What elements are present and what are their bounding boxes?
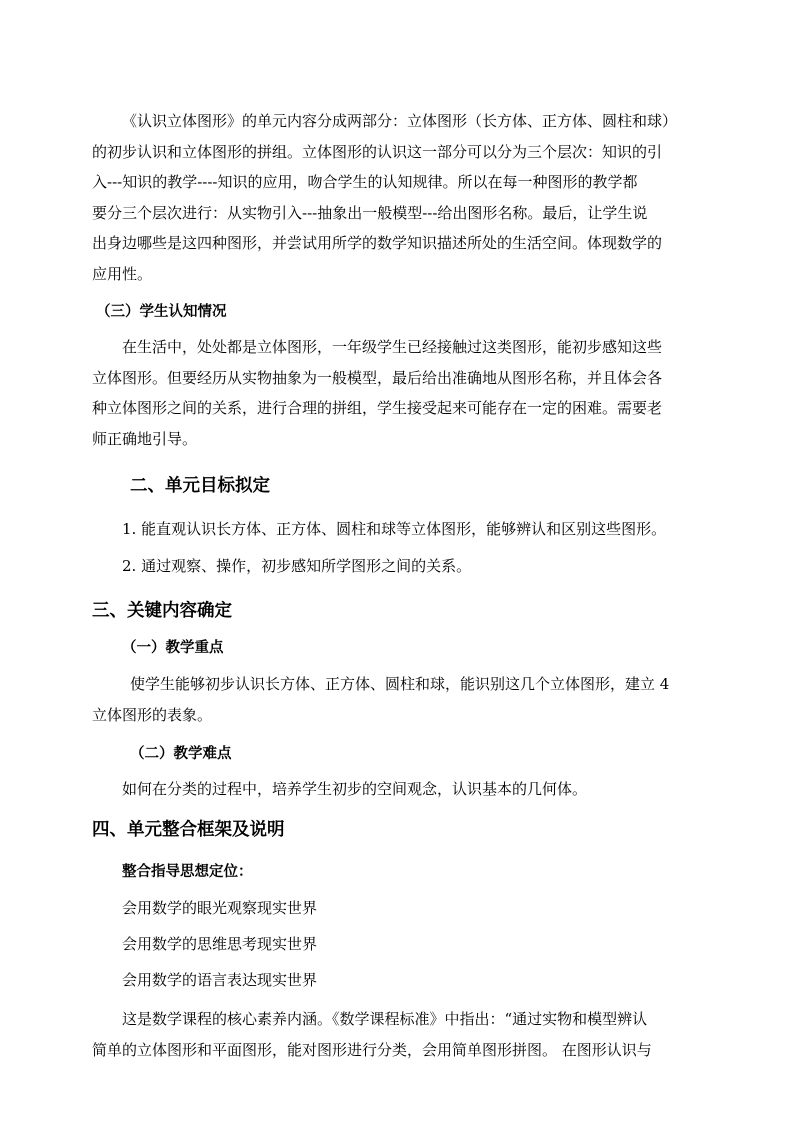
text-line: 出身边哪些是这四种图形，并尝试用所学的数学知识描述所处的生活空间。体现数学的 <box>92 234 663 252</box>
text-line: 种立体图形之间的关系，进行合理的拼组，学生接受起来可能存在一定的困难。需要老 <box>92 399 663 417</box>
teaching-focus-paragraph <box>92 669 712 730</box>
goal-item-1: 1. 能直观认识长方体、正方体、圆柱和球等立体图形，能够辨认和区别这些图形。 <box>122 520 667 538</box>
text-line: 立体图形。但要经历从实物抽象为一般模型，最后给出准确地从图形名称，并且体会各 <box>92 368 663 387</box>
goal-item-2: 2. 通过观察、操作，初步感知所学图形之间的关系。 <box>122 557 472 575</box>
subheading-teaching-difficulty: （二）教学难点 <box>130 746 232 762</box>
guiding-item-3: 会用数学的语言表达现实世界 <box>122 971 318 989</box>
text-line: 入---知识的教学----知识的应用，吻合学生的认知规律。所以在每一种图形的教学都 <box>92 173 638 191</box>
text-line: 师正确地引导。 <box>92 429 198 448</box>
text-line: 使学生能够初步认识长方体、正方体、圆柱和球，能识别这几个立体图形，建立 4 <box>130 675 670 693</box>
text-line: 《认识立体图形》的单元内容分成两部分：立体图形（长方体、正方体、圆柱和球） <box>122 112 678 130</box>
text-line: 立体图形的表象。 <box>92 705 213 724</box>
teaching-difficulty-text: 如何在分类的过程中，培养学生初步的空间观念，认识基本的几何体。 <box>122 780 588 798</box>
section-heading-unit-goals: 二、单元目标拟定 <box>130 476 270 496</box>
section-heading-key-content: 三、关键内容确定 <box>92 601 232 621</box>
text-line: 在生活中，处处都是立体图形，一年级学生已经接触过这类图形，能初步感知这些 <box>122 338 663 356</box>
guiding-item-1: 会用数学的眼光观察现实世界 <box>122 899 318 917</box>
subheading-guiding-ideology: 整合指导思想定位： <box>122 864 253 880</box>
closing-paragraph <box>92 1004 712 1065</box>
student-cognition-paragraph <box>92 332 712 454</box>
text-line: 应用性。 <box>92 264 153 283</box>
intro-paragraph <box>92 106 712 289</box>
section-heading-integration-framework: 四、单元整合框架及说明 <box>92 820 285 840</box>
subheading-teaching-focus: （一）教学重点 <box>122 640 224 656</box>
guiding-item-2: 会用数学的思维思考现实世界 <box>122 935 318 953</box>
text-line: 的初步认识和立体图形的拼组。立体图形的认识这一部分可以分为三个层次：知识的引 <box>92 142 663 161</box>
text-line: 简单的立体图形和平面图形，能对图形进行分类，会用简单图形拼图。 在图形认识与 <box>92 1040 652 1059</box>
text-line: 要分三个层次进行：从实物引入---抽象出一般模型---给出图形名称。最后，让学生说 <box>92 203 648 222</box>
section-heading-student-cognition: （三）学生认知情况 <box>96 304 227 320</box>
text-line: 这是数学课程的核心素养内涵。《数学课程标准》中指出：“通过实物和模型辨认 <box>122 1010 648 1028</box>
